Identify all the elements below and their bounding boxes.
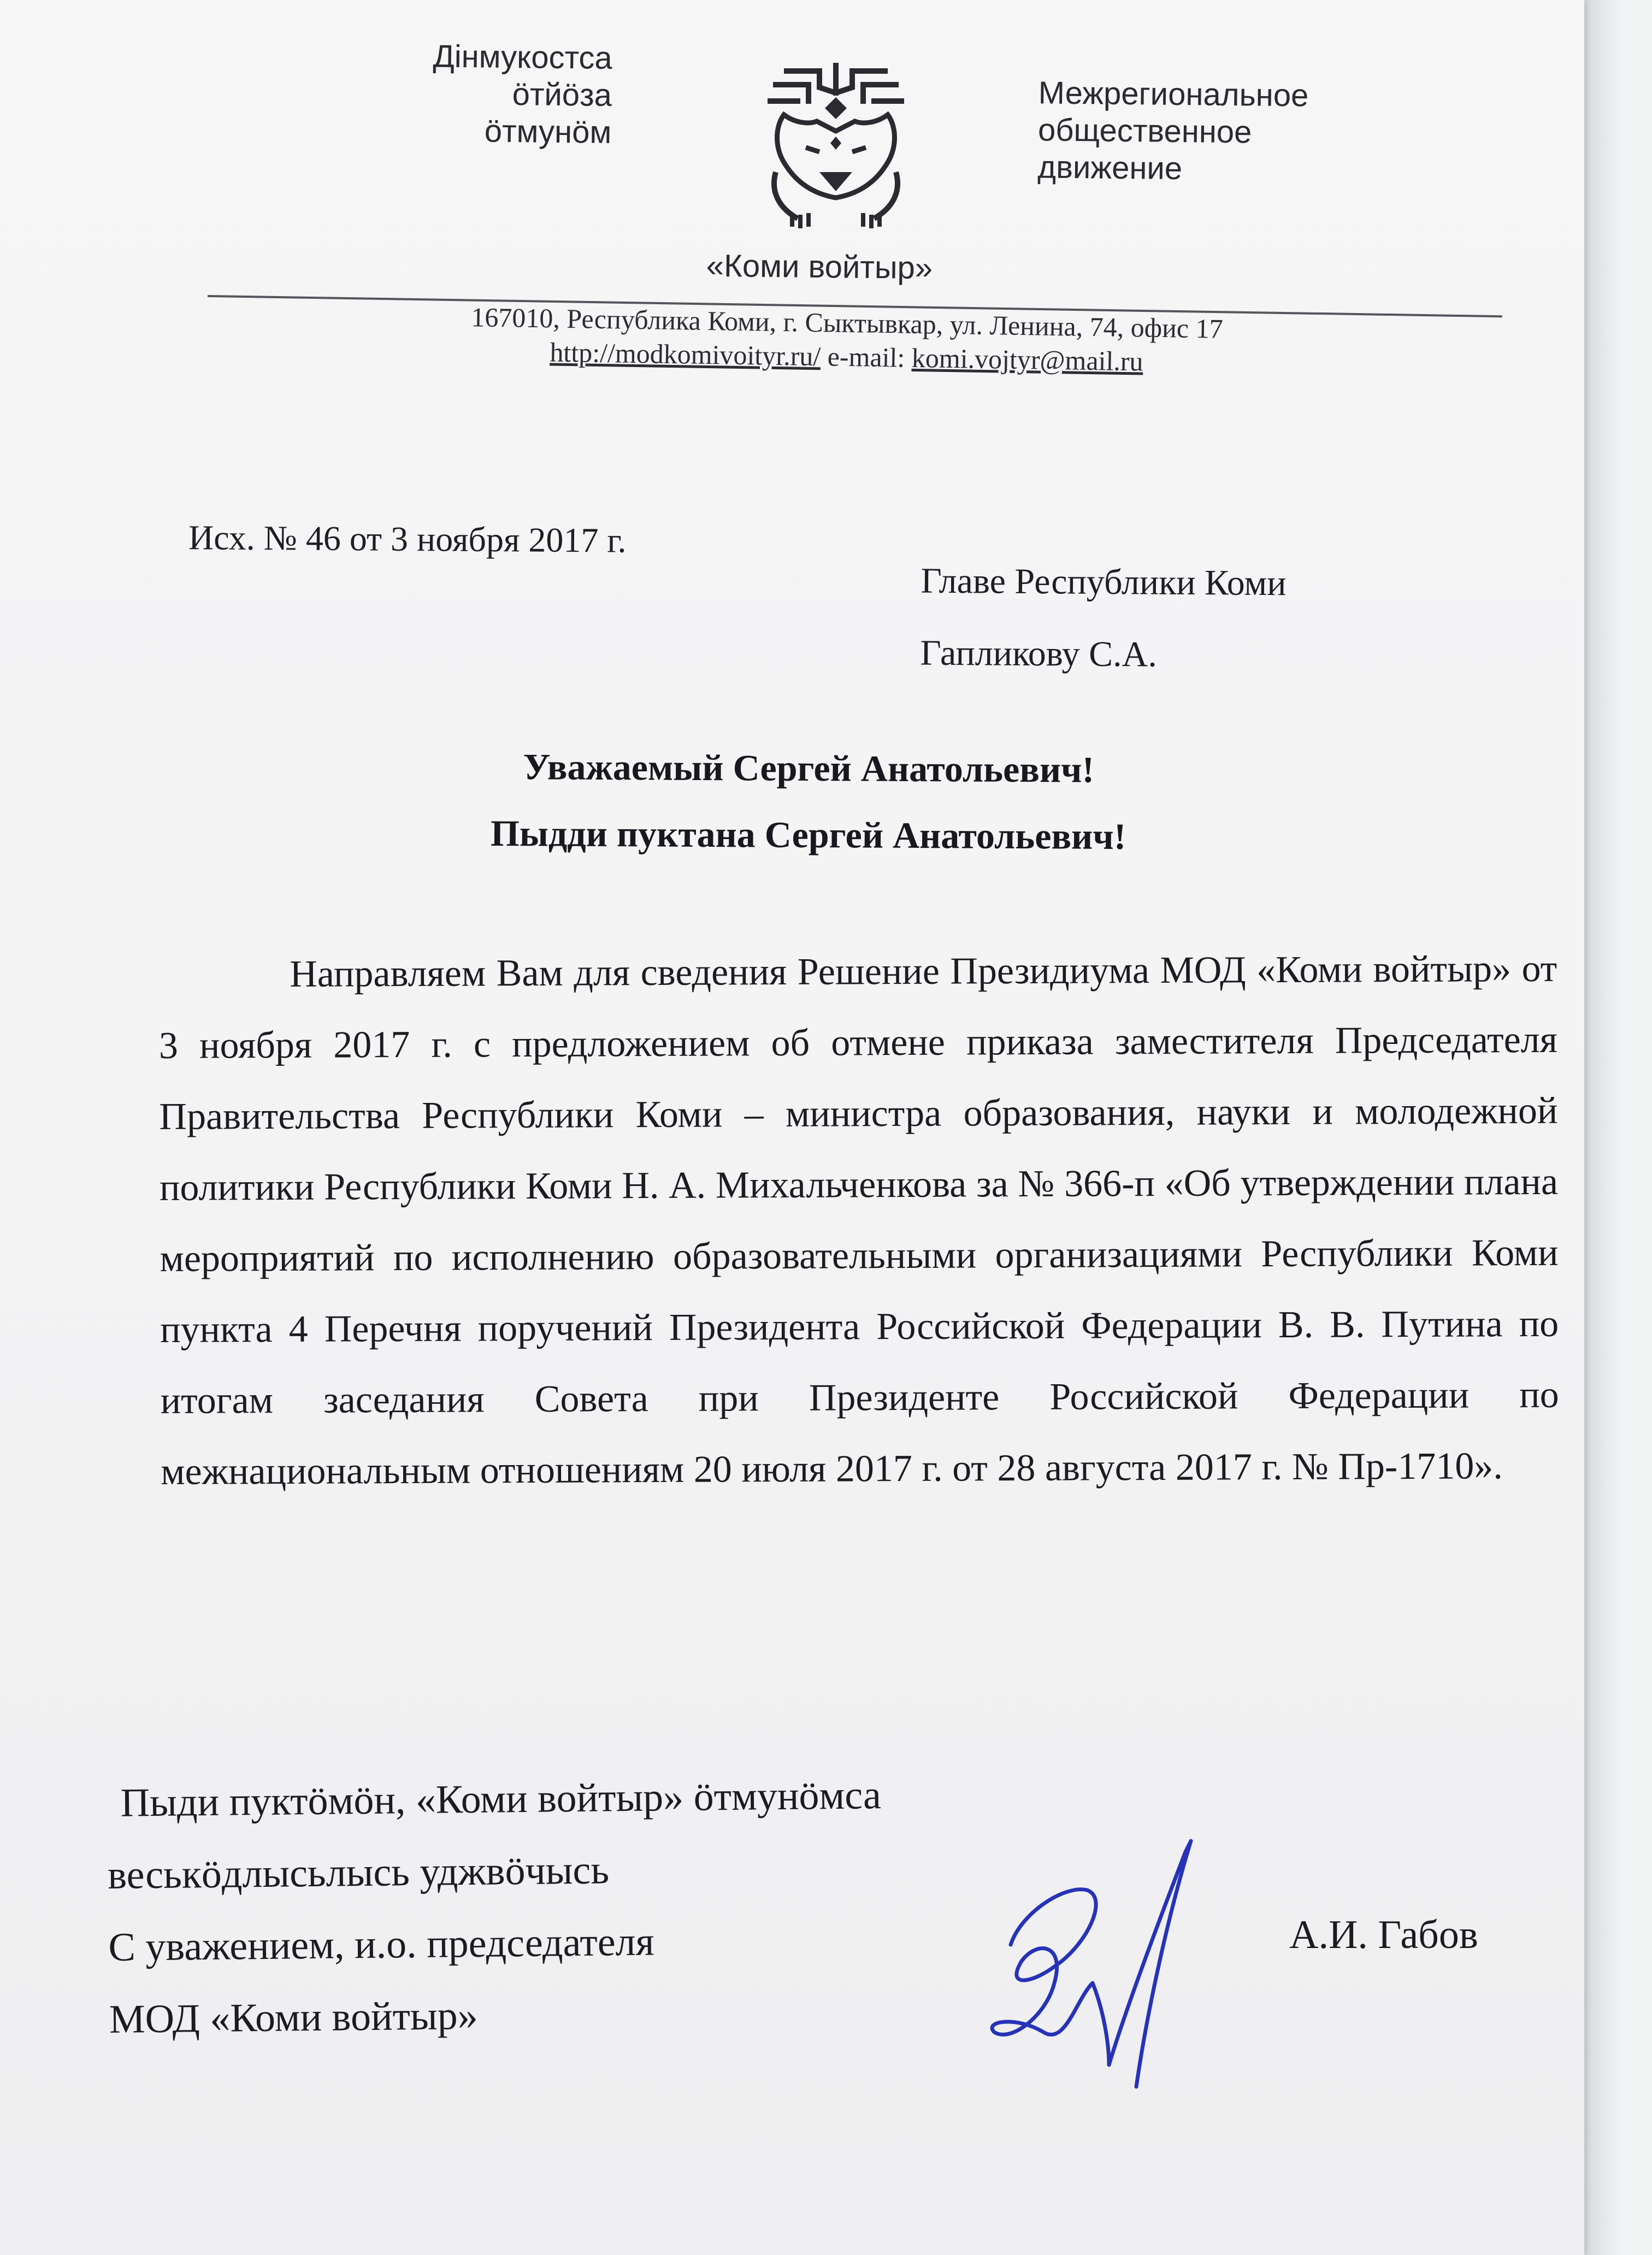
header-komi-title — [305, 37, 612, 151]
greeting-komi: Пыдди пуктана Сергей Анатольевич! — [490, 812, 1126, 858]
header-russian-title — [1037, 74, 1421, 190]
signer-name: А.И. Габов — [1289, 1912, 1478, 1957]
email-label: e-mail: — [827, 341, 905, 373]
header-left-line-1: Дінмукостса — [433, 38, 613, 76]
handwritten-signature — [929, 1803, 1235, 2109]
closing-block — [107, 1759, 884, 2056]
bear-logo-icon — [754, 55, 918, 229]
greeting-block — [207, 731, 1409, 871]
letter-body: Направляем Вам для сведения Решение Президиума МОД «Коми войтыр» от 3 ноября 2017 г. с предложением об отмене приказа заместителя Председателя Правительства Республики Коми – министра образования, науки и молодежной политики Республики Коми Н. А. Михальченкова за № 366-п «Об утверждении плана мероприятий по исполнению образовательными организациями Республики Коми пункта 4 Перечня поручений Президента Российской Федерации В. В. Путина по итогам заседания Совета при Президенте Российской Федерации по межнациональным отношениям 20 июля 2017 г. от 28 августа 2017 г. № Пр-1710». — [158, 947, 1559, 1493]
closing-russian-line-1: С уважением, и.о. председателя — [108, 1919, 654, 1970]
organization-name: «Коми войтыр» — [706, 247, 933, 286]
header-right-line-2: общественное — [1037, 112, 1252, 150]
addressee-block — [920, 545, 1287, 692]
addressee-name: Гапликову С.А. — [920, 633, 1158, 675]
background-sheet-edge — [1579, 0, 1652, 2255]
postal-address: 167010, Республика Коми, г. Сыктывкар, ул. Ленина, 74, офис 17 — [470, 302, 1224, 344]
website-link[interactable]: http://modkomivoityr.ru/ — [550, 337, 821, 372]
header-left-line-2: ӧтйӧза — [512, 76, 612, 113]
email-link[interactable]: komi.vojtyr@mail.ru — [911, 342, 1144, 377]
closing-russian-line-2: МОД «Коми войтыр» — [109, 1993, 479, 2042]
header-right-line-3: движение — [1037, 149, 1183, 187]
header-right-line-1: Межрегиональное — [1038, 75, 1309, 114]
header-left-line-3: ӧтмунӧм — [484, 113, 612, 150]
closing-komi-line-1: Пыди пуктӧмӧн, «Коми войтыр» ӧтмунӧмса — [120, 1773, 882, 1826]
outgoing-reference: Исх. № 46 от 3 ноября 2017 г. — [188, 518, 627, 560]
greeting-russian: Уважаемый Сергей Анатольевич! — [523, 746, 1095, 790]
closing-komi-line-2: веськӧдлысьлысь уджвӧчысь — [107, 1847, 610, 1898]
addressee-position: Главе Республики Коми — [921, 560, 1287, 604]
